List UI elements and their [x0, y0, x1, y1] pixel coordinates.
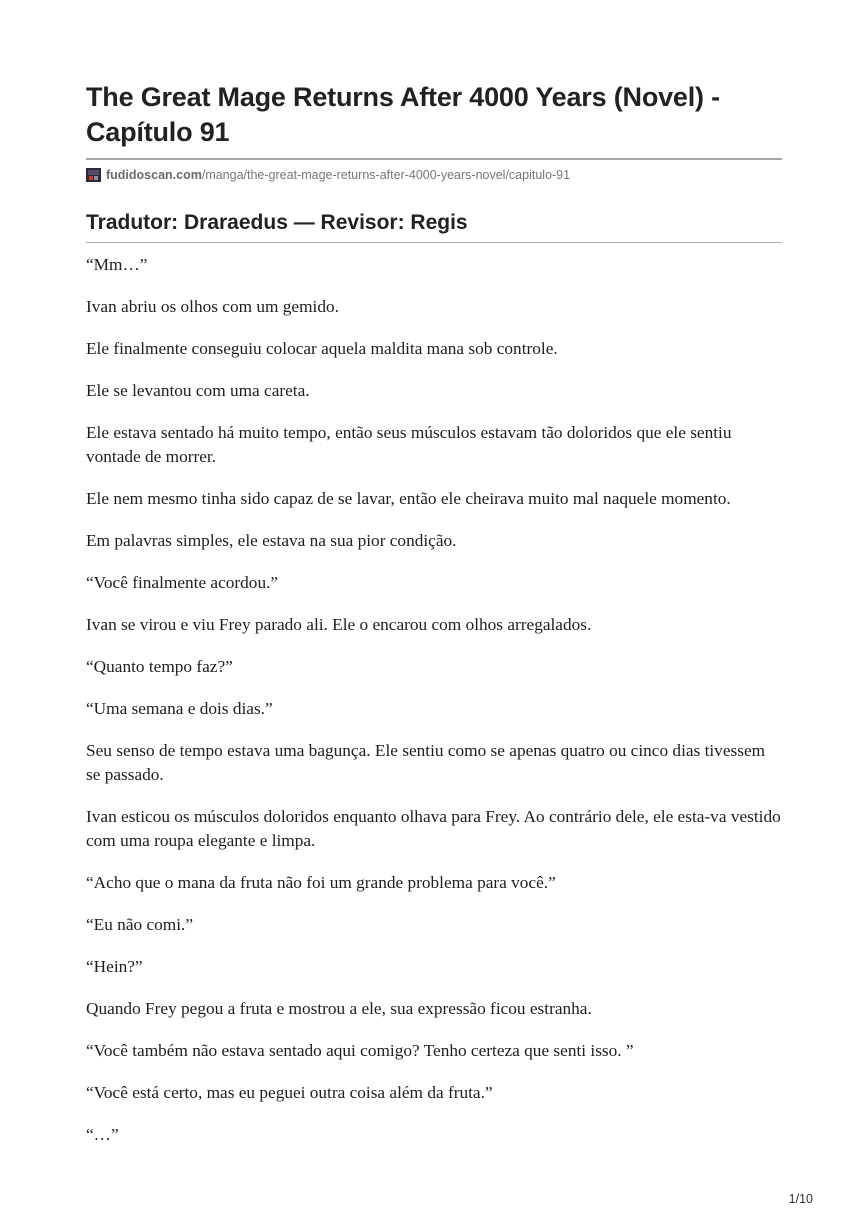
paragraph: Ivan esticou os músculos doloridos enquanto olhava para Frey. Ao contrário dele, ele esta-va vestido com uma roupa elegante e limpa.	[86, 807, 781, 850]
paragraph: “Você finalmente acordou.”	[86, 573, 279, 592]
paragraph: “Você está certo, mas eu peguei outra coisa além da fruta.”	[86, 1083, 493, 1102]
paragraph: “Você também não estava sentado aqui comigo? Tenho certeza que senti isso. ”	[86, 1041, 634, 1060]
source-domain[interactable]: fudidoscan.com	[106, 168, 202, 182]
source-path[interactable]: /manga/the-great-mage-returns-after-4000-years-novel/capitulo-91	[201, 168, 571, 182]
paragraph: Ivan se virou e viu Frey parado ali. Ele o encarou com olhos arregalados.	[86, 615, 592, 634]
paragraph: Em palavras simples, ele estava na sua pior condição.	[86, 531, 457, 550]
credits-heading: Tradutor: Draraedus — Revisor: Regis	[86, 211, 468, 234]
paragraph: Ele se levantou com uma careta.	[86, 381, 310, 400]
paragraph: Ele finalmente conseguiu colocar aquela maldita mana sob controle.	[86, 339, 558, 358]
paragraph: Ivan abriu os olhos com um gemido.	[86, 297, 339, 316]
page-number: 1/10	[788, 1192, 813, 1206]
document-page	[86, 80, 782, 1165]
paragraph: “Hein?”	[86, 957, 143, 976]
title-divider	[86, 158, 782, 160]
paragraph: “Eu não comi.”	[86, 915, 194, 934]
heading-divider	[86, 242, 782, 243]
paragraph: Seu senso de tempo estava uma bagunça. Ele sentiu como se apenas quatro ou cinco dias tivessem se passado.	[86, 741, 766, 784]
chapter-content	[86, 253, 782, 1147]
paragraph: “Uma semana e dois dias.”	[86, 699, 273, 718]
paragraph: Quando Frey pegou a fruta e mostrou a ele, sua expressão ficou estranha.	[86, 999, 592, 1018]
document-title: The Great Mage Returns After 4000 Years (Novel) - Capítulo 91	[86, 82, 720, 147]
paragraph: Ele estava sentado há muito tempo, então seus músculos estavam tão doloridos que ele sentiu vontade de morrer.	[86, 423, 732, 466]
paragraph: Ele nem mesmo tinha sido capaz de se lavar, então ele cheirava muito mal naquele momento.	[86, 489, 731, 508]
paragraph: “…”	[86, 1125, 119, 1144]
paragraph: “Mm…”	[86, 255, 148, 274]
paragraph: “Quanto tempo faz?”	[86, 657, 233, 676]
paragraph: “Acho que o mana da fruta não foi um grande problema para você.”	[86, 873, 556, 892]
site-favicon-icon	[86, 168, 101, 182]
source-line	[86, 166, 782, 184]
